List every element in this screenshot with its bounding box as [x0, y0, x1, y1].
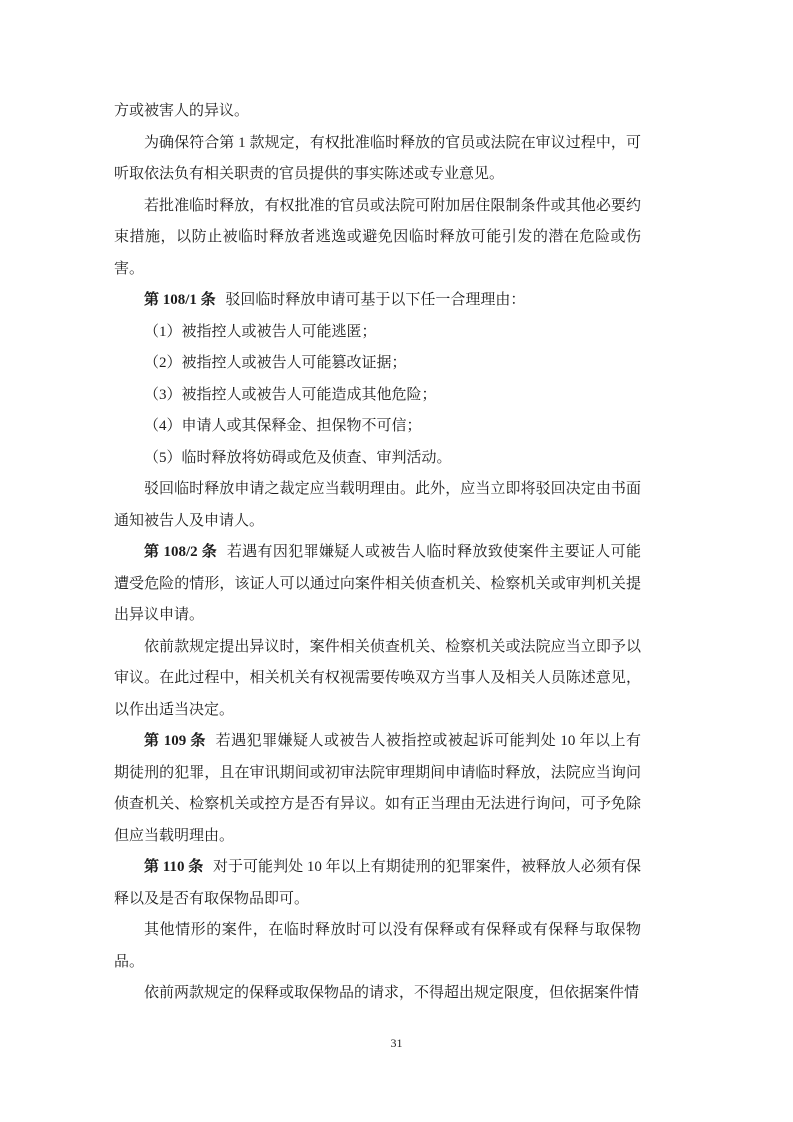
article-109 — [114, 726, 641, 852]
article-110 — [114, 852, 641, 915]
paragraph: 其他情形的案件，在临时释放时可以没有保释或有保释或有保释与取保物品。 — [114, 922, 641, 970]
article-number-label: 第 110 条 — [144, 859, 204, 875]
paragraph: 依前两款规定的保释或取保物品的请求，不得超出规定限度，但依据案件情 — [144, 985, 640, 1001]
article-text: 对于可能判处 10 年以上有期徒刑的犯罪案件，被释放人必须有保释以及是否有取保物品即可。 — [114, 859, 641, 907]
list-item-1: （1）被指控人或被告人可能逃匿； — [144, 323, 377, 340]
article-108-1 — [114, 285, 641, 317]
paragraph: 驳回临时释放申请之裁定应当载明理由。此外，应当立即将驳回决定由书面通知被告人及申请人。 — [114, 481, 641, 529]
list-item-3: （3）被指控人或被告人可能造成其他危险； — [144, 386, 437, 403]
article-text: 驳回临时释放申请可基于以下任一合理理由： — [225, 292, 526, 308]
paragraph-continuation: 方或被害人的异议。 — [114, 103, 250, 119]
article-108-2 — [114, 537, 641, 632]
article-text: 若遇有因犯罪嫌疑人或被告人临时释放致使案件主要证人可能遭受危险的情形，该证人可以通过向案件相关侦查机关、检察机关或审判机关提出异议申请。 — [114, 544, 641, 623]
paragraph: 依前款规定提出异议时，案件相关侦查机关、检察机关或法院应当立即予以审议。在此过程中，相关机关有权视需要传唤双方当事人及相关人员陈述意见，以作出适当决定。 — [114, 638, 641, 718]
list-item-2: （2）被指控人或被告人可能篡改证据； — [144, 355, 407, 371]
page-footer — [0, 1036, 793, 1051]
article-number-label: 第 108/1 条 — [144, 292, 216, 308]
paragraph: 为确保符合第 1 款规定，有权批准临时释放的官员或法院在审议过程中，可听取依法负有相关职责的官员提供的事实陈述或专业意见。 — [114, 134, 641, 182]
document-body — [114, 96, 641, 1010]
paragraph: 若批准临时释放，有权批准的官员或法院可附加居住限制条件或其他必要约束措施，以防止被临时释放者逃逸或避免因临时释放可能引发的潜在危险或伤害。 — [114, 197, 641, 277]
page-number: 31 — [390, 1036, 403, 1050]
article-number-label: 第 109 条 — [144, 733, 206, 749]
list-item-5: （5）临时释放将妨碍或危及侦查、审判活动。 — [144, 449, 452, 466]
list-item-4: （4）申请人或其保释金、担保物不可信； — [144, 418, 422, 434]
article-text: 若遇犯罪嫌疑人或被告人被指控或被起诉可能判处 10 年以上有期徒刑的犯罪，且在审讯期间或初审法院审理期间申请临时释放，法院应当询问侦查机关、检察机关或控方是否有异议。如有正当理由无法进行询问，可予免除但应当载明理由。 — [114, 733, 641, 844]
article-number-label: 第 108/2 条 — [144, 544, 218, 560]
